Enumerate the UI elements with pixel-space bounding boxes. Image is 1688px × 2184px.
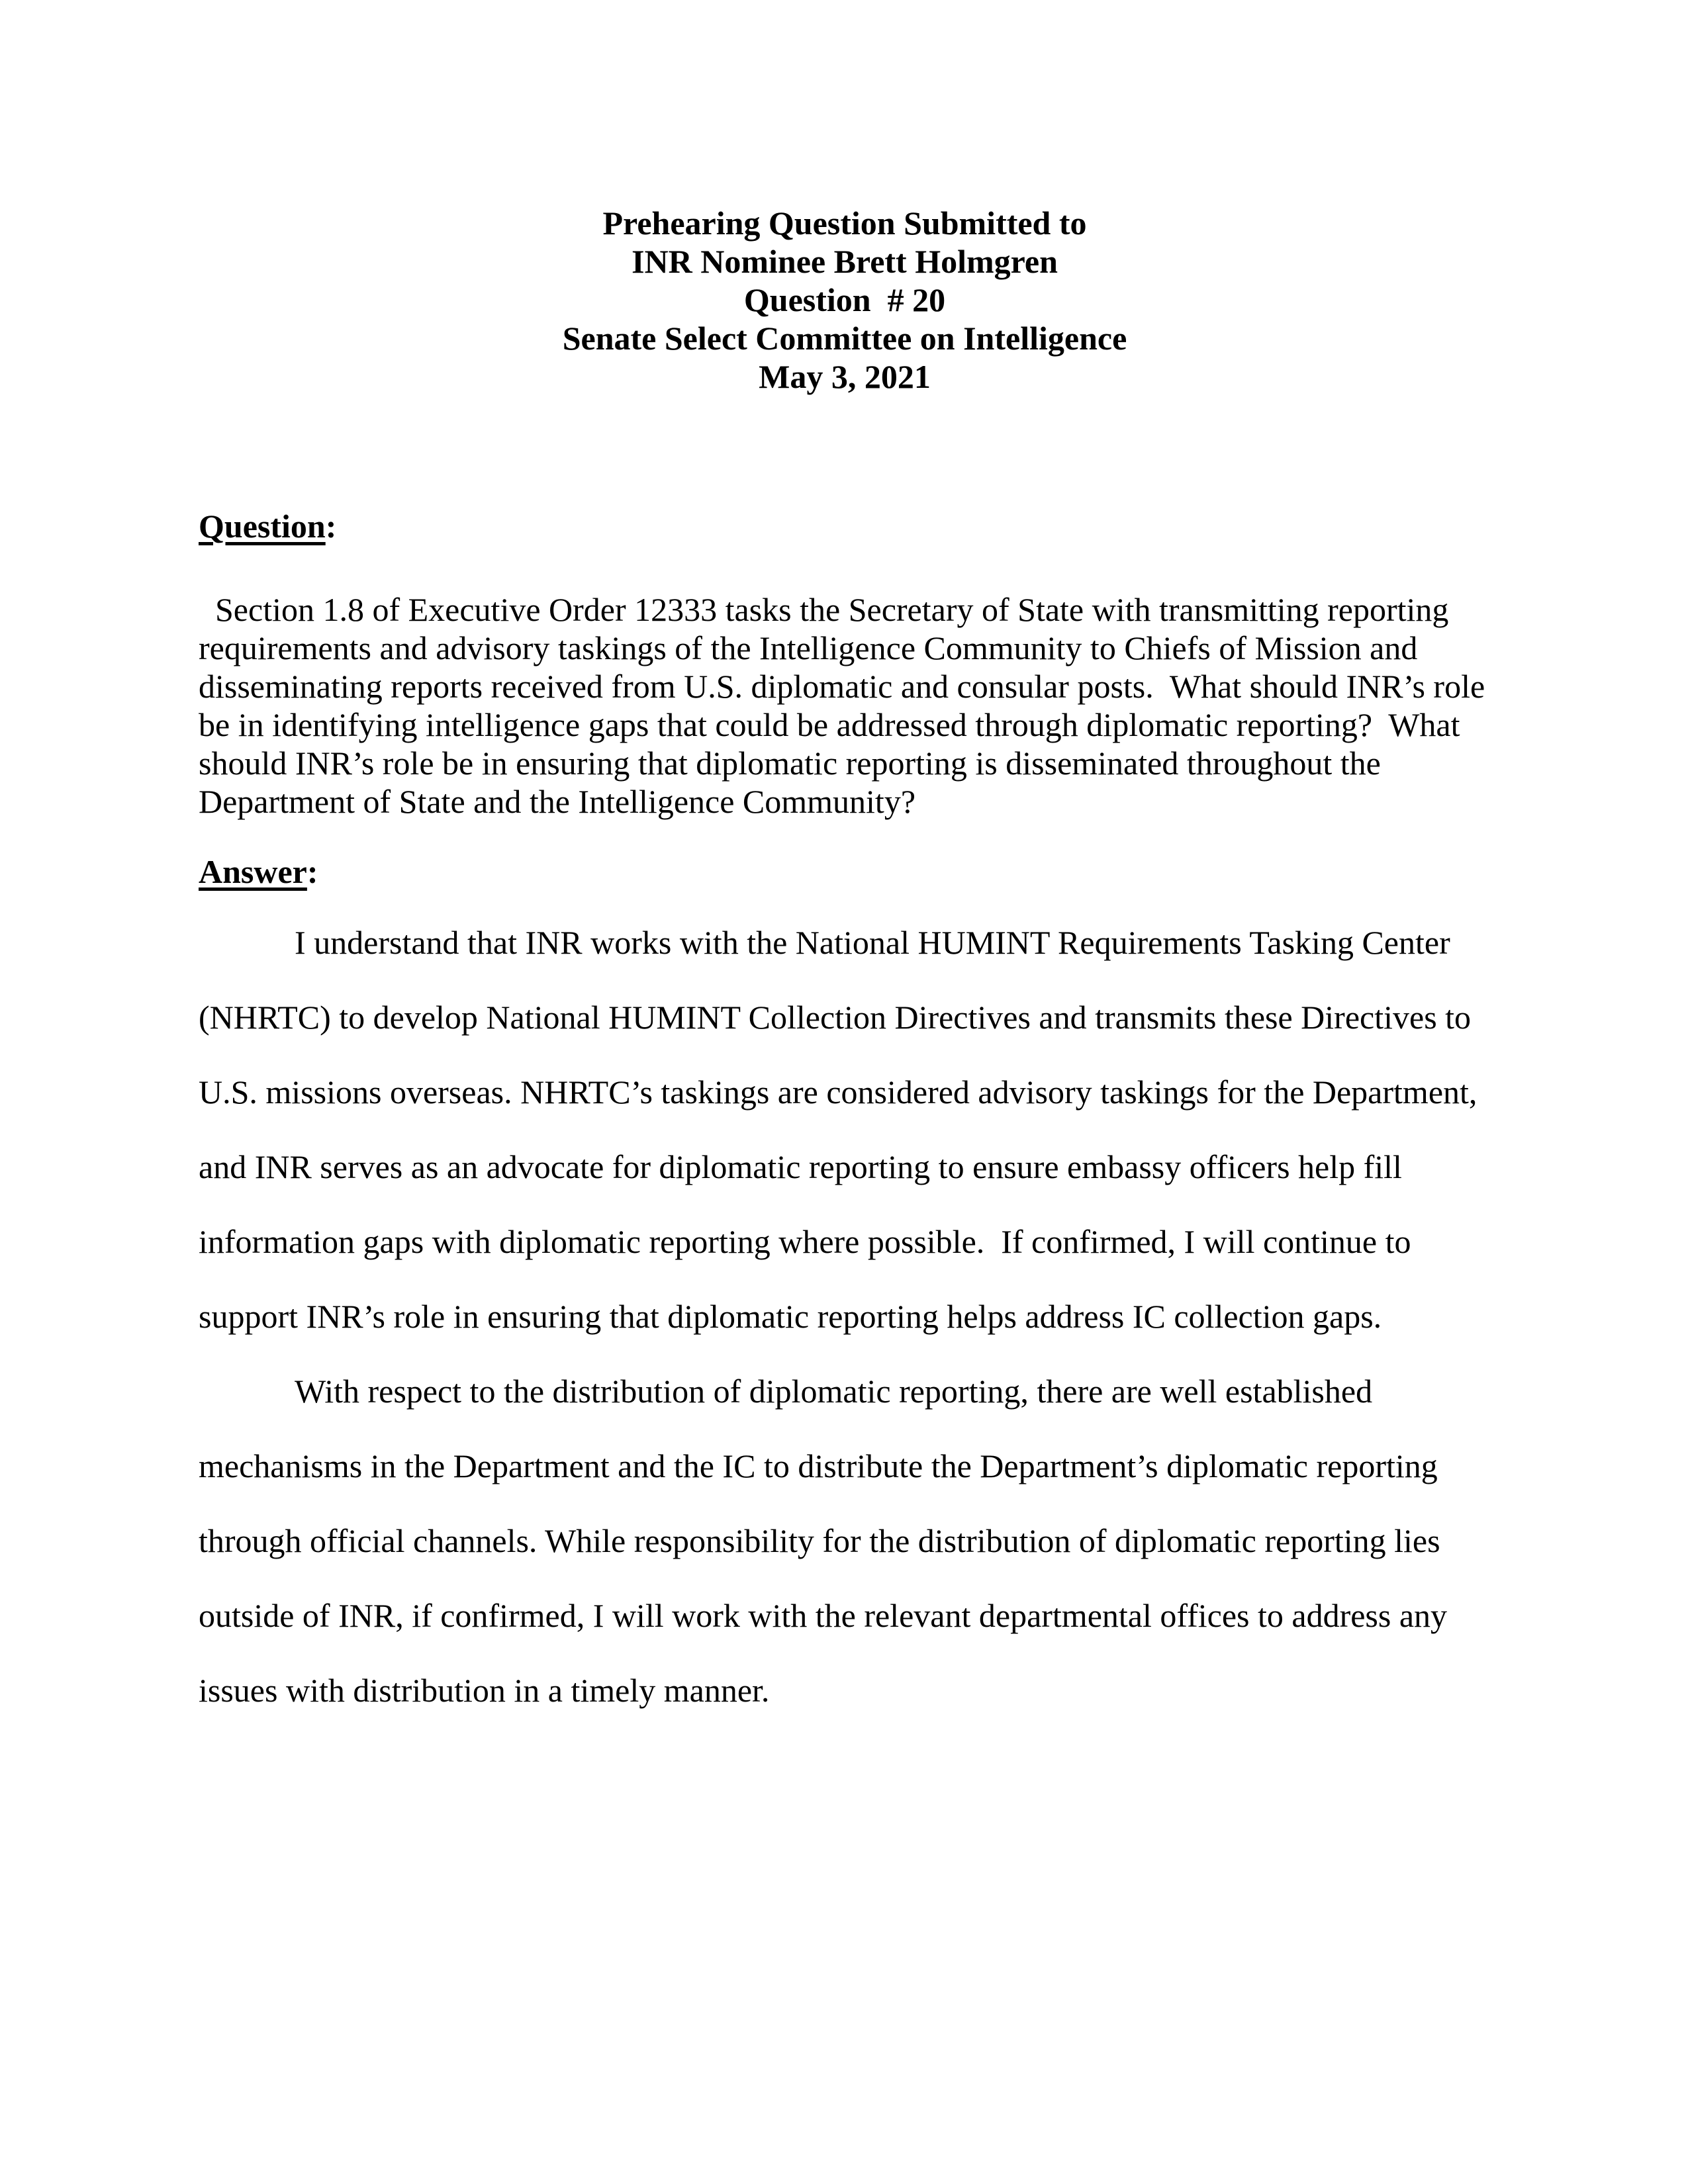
answer-label: Answer [199, 853, 307, 890]
title-line-nominee: INR Nominee Brett Holmgren [632, 243, 1058, 280]
answer-heading [199, 852, 1491, 891]
question-paragraph: Section 1.8 of Executive Order 12333 tasks the Secretary of State with transmitting reporting requirements and advisory taskings of the Intelligence Community to Chiefs of Mission and disseminating reports received from U.S. diplomatic and consular posts. What should INR’s role be in identifying intelligence gaps that could be addressed through diplomatic reporting? What should INR’s role be in ensuring that diplomatic reporting is disseminated throughout the Department of State and the Intelligence Community? [199, 591, 1493, 820]
answer-paragraph: With respect to the distribution of diplomatic reporting, there are well established mechanisms in the Department and the IC to distribute the Department’s diplomatic reporting through official channels. While responsibility for the distribution of diplomatic reporting lies outside of INR, if confirmed, I will work with the relevant departmental offices to address any issues with distribution in a timely manner. [199, 1373, 1456, 1709]
title-line-question-number: Question # 20 [743, 281, 946, 318]
answer-colon: : [306, 853, 318, 890]
document-content [199, 204, 1491, 1728]
answer-paragraph: I understand that INR works with the National HUMINT Requirements Tasking Center (NHRTC) to develop National HUMINT Collection Directives and transmits these Directives to U.S. missions overseas. NHRTC’s taskings are considered advisory taskings for the Department, and INR serves as an advocate for diplomatic reporting to ensure embassy officers help fill information gaps with diplomatic reporting where possible. If confirmed, I will continue to support INR’s role in ensuring that diplomatic reporting helps address IC collection gaps. [199, 924, 1485, 1335]
answer-block [199, 905, 1491, 1728]
title-line-prehearing: Prehearing Question Submitted to [602, 205, 1087, 242]
question-colon: : [325, 508, 337, 545]
title-line-date: May 3, 2021 [759, 358, 931, 395]
question-label: Question [199, 508, 326, 545]
title-line-committee: Senate Select Committee on Intelligence [562, 320, 1127, 357]
document-title-block [199, 204, 1491, 396]
question-heading [199, 507, 1491, 545]
